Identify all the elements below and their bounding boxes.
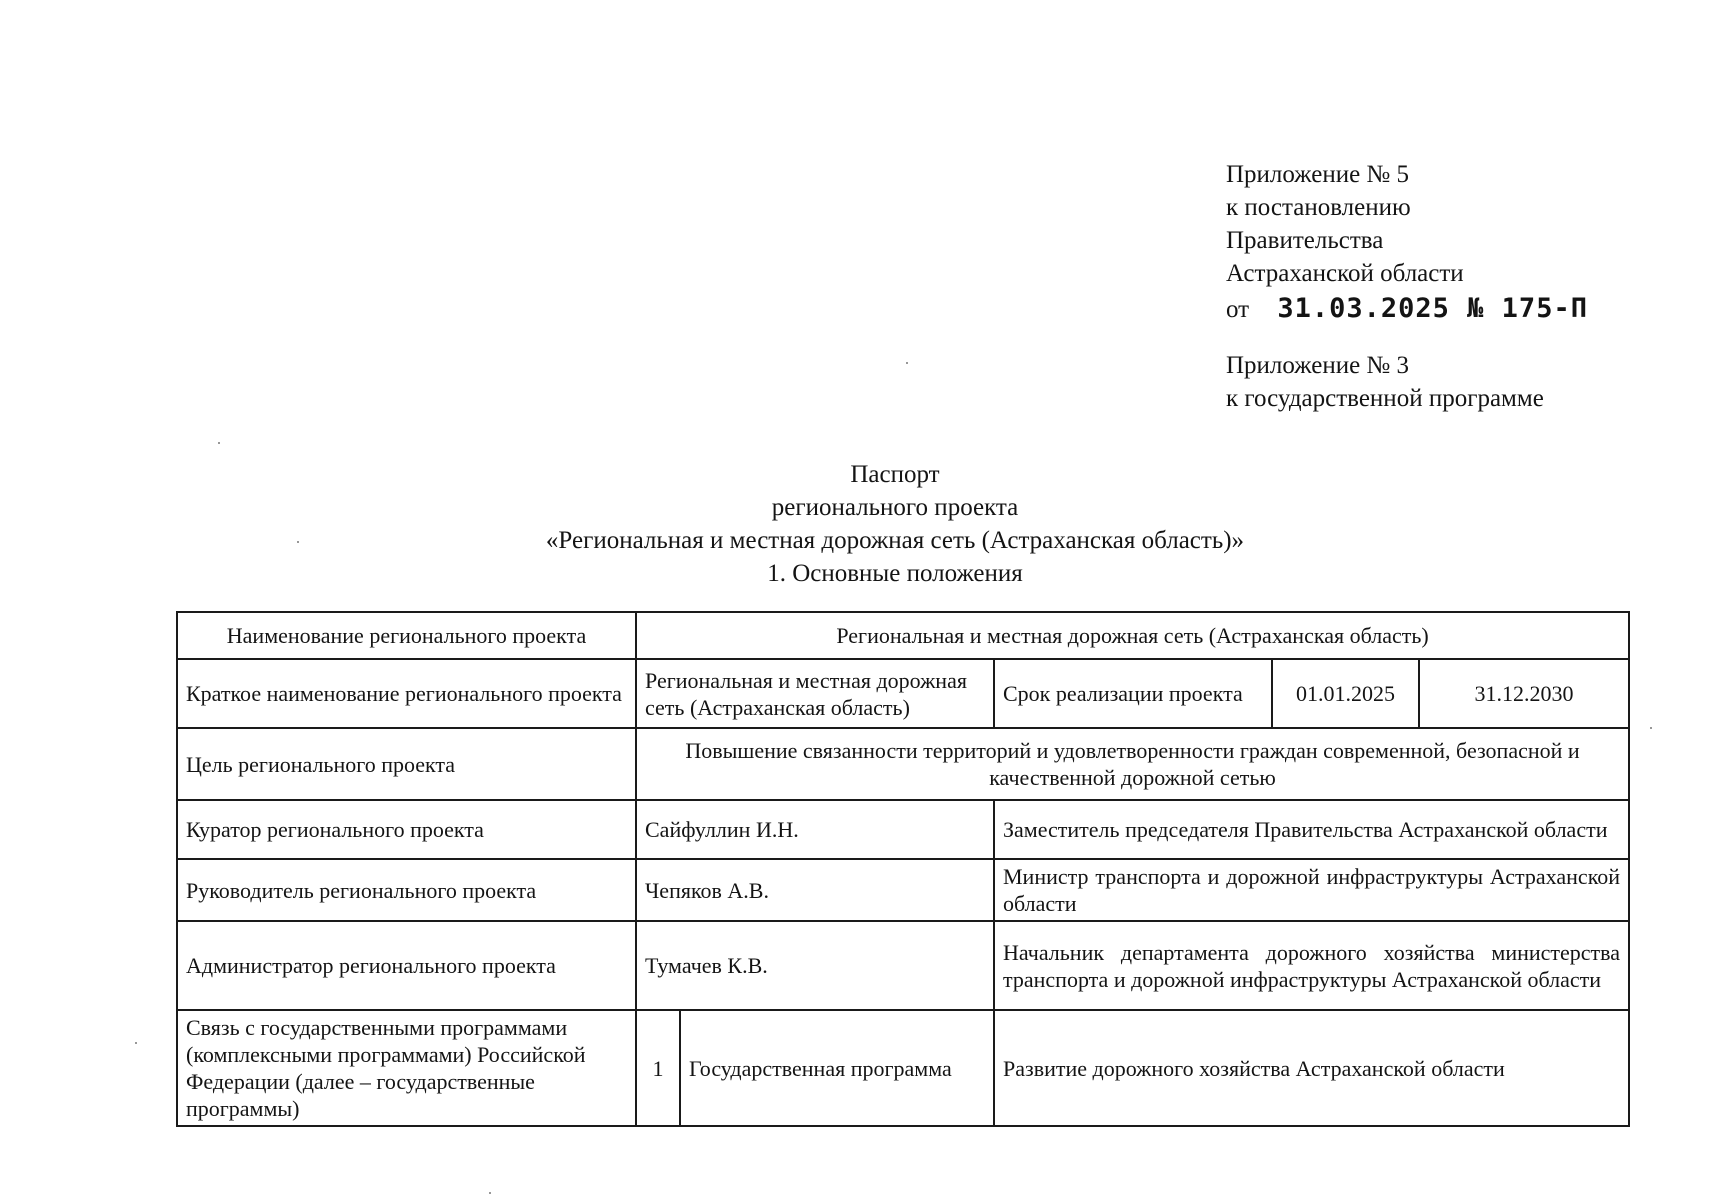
appendix-ref-government: Правительства <box>1226 227 1384 254</box>
scan-speck <box>218 442 220 444</box>
table-row <box>177 859 1629 921</box>
table-row <box>177 728 1629 800</box>
appendix-secondary-number: Приложение № 3 <box>1226 352 1410 379</box>
row-value-project-name: Региональная и местная дорожная сеть (Астраханская область) <box>636 612 1629 659</box>
appendix-ref-region: Астраханской области <box>1226 260 1464 287</box>
title-passport: Паспорт <box>850 461 940 488</box>
scan-speck <box>906 362 908 364</box>
program-name: Развитие дорожного хозяйства Астраханской области <box>994 1010 1629 1126</box>
row-value-short-name: Региональная и местная дорожная сеть (Астраханская область) <box>636 659 994 728</box>
curator-position: Заместитель председателя Правительства Астраханской области <box>994 800 1629 859</box>
appendix-ref-resolution: к постановлению <box>1226 194 1411 221</box>
document-title <box>160 458 1630 590</box>
title-regional-project: регионального проекта <box>771 494 1019 521</box>
appendix-secondary-ref: к государственной программе <box>1226 385 1544 412</box>
scan-speck <box>1650 727 1652 729</box>
scan-speck <box>297 541 299 543</box>
table-row <box>177 1010 1629 1126</box>
administrator-position: Начальник департамента дорожного хозяйства министерства транспорта и дорожной инфраструктуры Астраханской области <box>994 921 1629 1010</box>
appendix-header <box>1226 158 1666 415</box>
title-project-name: «Региональная и местная дорожная сеть (Астраханская область)» <box>545 527 1245 554</box>
scan-speck <box>135 1042 137 1044</box>
row-label-administrator: Администратор регионального проекта <box>177 921 636 1010</box>
section-heading: 1. Основные положения <box>767 560 1023 587</box>
term-start-date: 01.01.2025 <box>1272 659 1419 728</box>
row-label-state-programs: Связь с государственными программами (комплексными программами) Российской Федерации (далее – государственные программы) <box>177 1010 636 1126</box>
head-name: Чепяков А.В. <box>636 859 994 921</box>
row-label-term: Срок реализации проекта <box>994 659 1272 728</box>
curator-name: Сайфуллин И.Н. <box>636 800 994 859</box>
table-row <box>177 612 1629 659</box>
row-label-curator: Куратор регионального проекта <box>177 800 636 859</box>
table-row <box>177 659 1629 728</box>
term-end-date: 31.12.2030 <box>1419 659 1629 728</box>
appendix-secondary <box>1226 349 1666 415</box>
row-label-project-name: Наименование регионального проекта <box>177 612 636 659</box>
row-label-goal: Цель регионального проекта <box>177 728 636 800</box>
passport-table <box>176 611 1630 1127</box>
appendix-number: Приложение № 5 <box>1226 161 1410 188</box>
row-label-head: Руководитель регионального проекта <box>177 859 636 921</box>
head-position: Министр транспорта и дорожной инфраструктуры Астраханской области <box>994 859 1629 921</box>
scan-speck <box>489 1192 491 1194</box>
program-number: 1 <box>636 1010 680 1126</box>
table-row <box>177 921 1629 1010</box>
administrator-name: Тумачев К.В. <box>636 921 994 1010</box>
program-type: Государственная программа <box>680 1010 994 1126</box>
row-label-short-name: Краткое наименование регионального проекта <box>177 659 636 728</box>
row-value-goal: Повышение связанности территорий и удовлетворенности граждан современной, безопасной и качественной дорожной сетью <box>636 728 1629 800</box>
order-date-stamp: 31.03.2025 № 175-П <box>1277 293 1588 324</box>
order-date-line <box>1226 292 1666 326</box>
order-ot-label: от <box>1226 296 1250 323</box>
table-row <box>177 800 1629 859</box>
